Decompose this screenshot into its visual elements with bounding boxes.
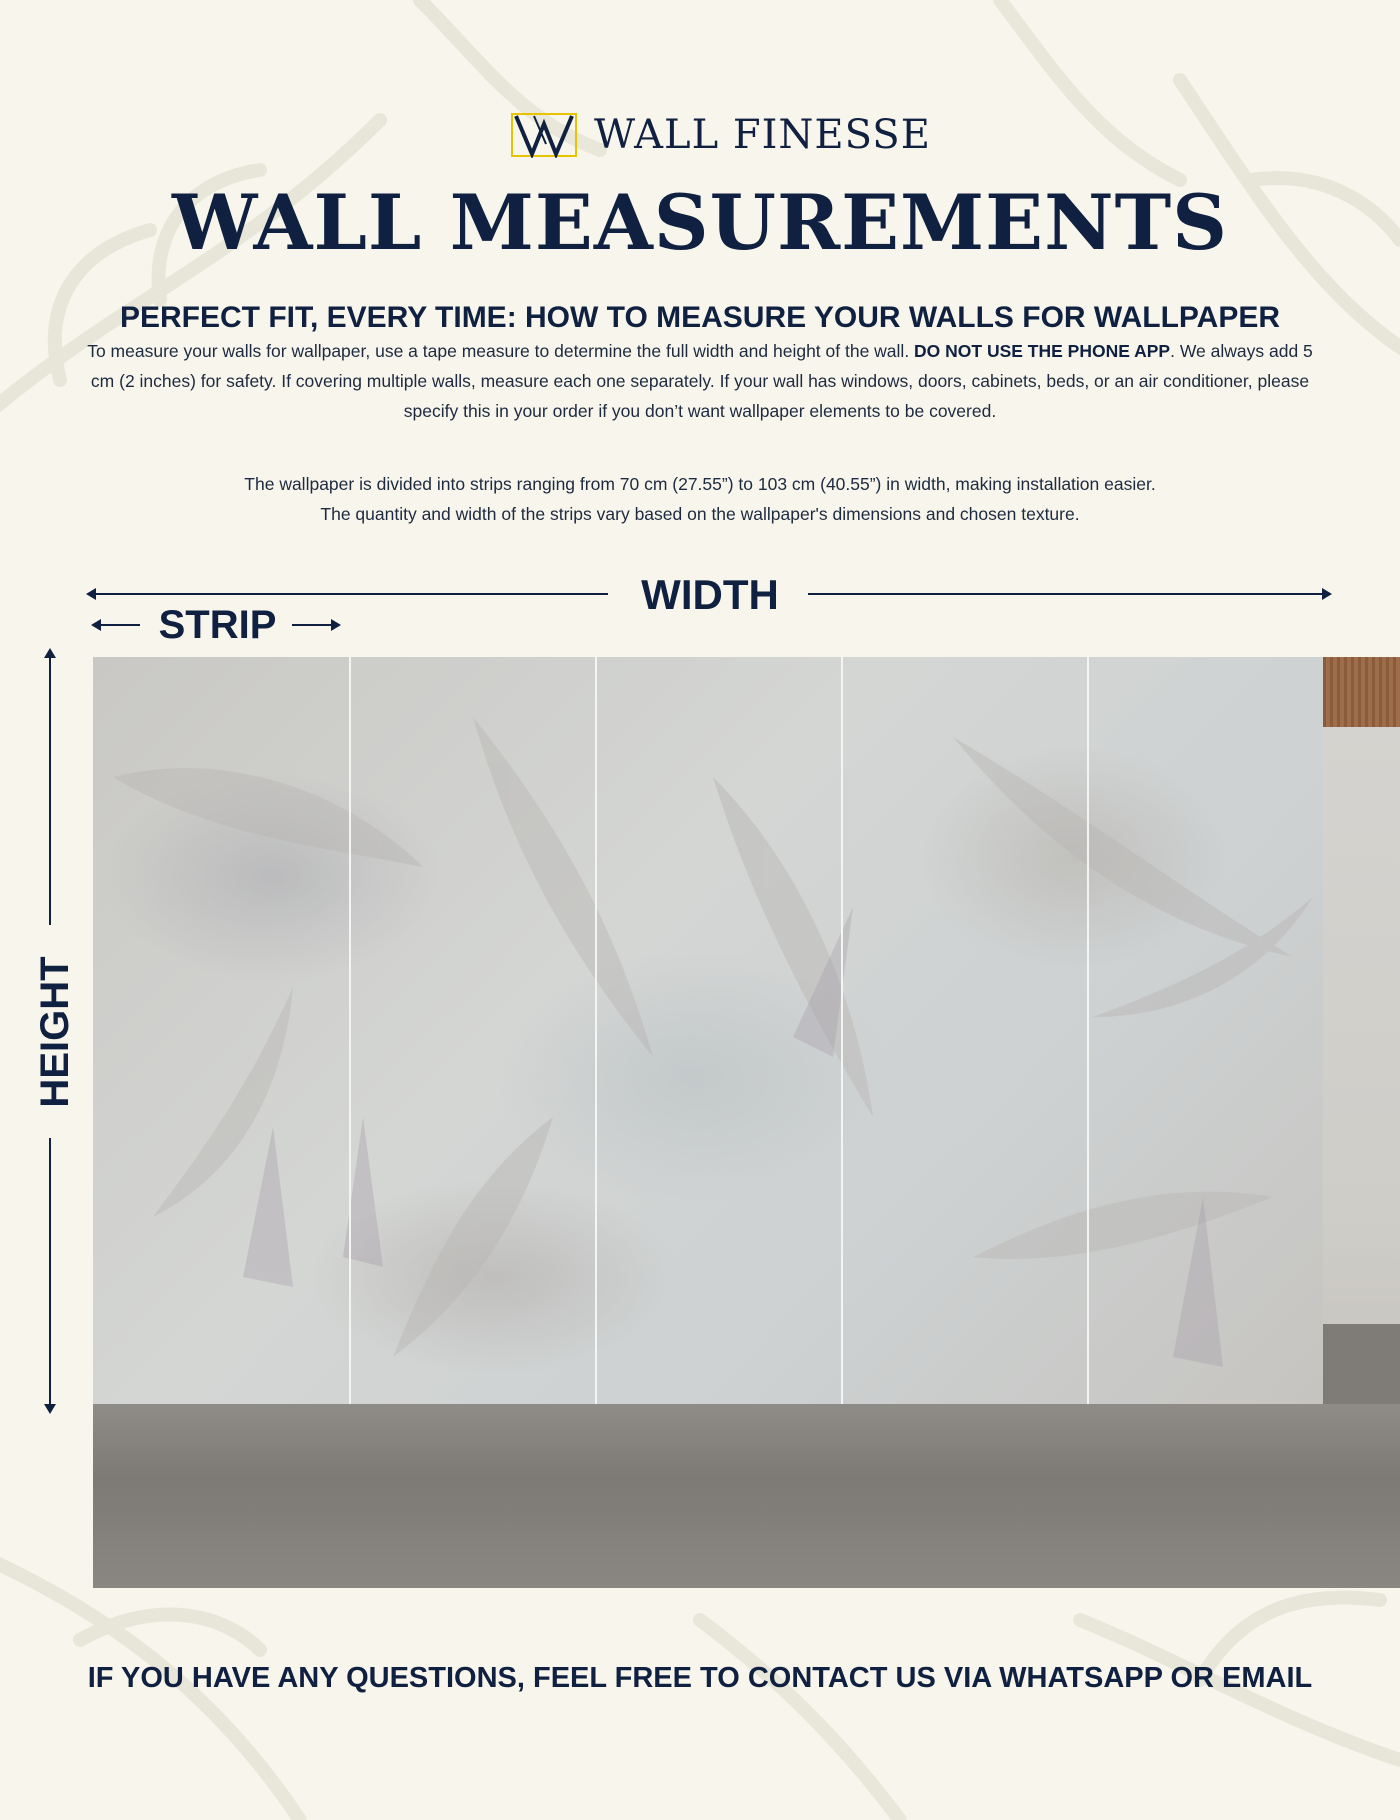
arrow-up-icon	[44, 648, 56, 658]
arrow-right-icon	[1322, 588, 1332, 600]
height-arrow-top	[49, 650, 51, 925]
brand-name: WALL FINESSE	[594, 112, 931, 158]
height-label: HEIGHT	[33, 956, 77, 1108]
intro-text-2: . We always add 5 cm (2 inches) for safety. If covering multiple walls, measure each one separately. If your wall has windows, doors, cabinets, beds, or an air conditioner, please specify this in your order if you don’t want wallpaper elements to be covered.	[90, 341, 1313, 421]
arrow-right-icon	[331, 619, 341, 631]
strips-note-line-1: The wallpaper is divided into strips ranging from 70 cm (27.55”) to 103 cm (40.55”) in width, making installation easier.	[244, 474, 1156, 494]
arrow-left-icon	[91, 619, 101, 631]
width-label: WIDTH	[641, 571, 779, 618]
intro-warning: DO NOT USE THE PHONE APP	[914, 341, 1171, 361]
arrow-down-icon	[44, 1404, 56, 1414]
brand-logo	[510, 108, 931, 160]
strip-arrow-right	[292, 624, 339, 626]
contact-footer: IF YOU HAVE ANY QUESTIONS, FEEL FREE TO CONTACT US VIA WHATSAPP OR EMAIL	[87, 1662, 1313, 1694]
width-arrow-right	[808, 593, 1330, 595]
strip-seam	[595, 657, 597, 1404]
arrow-left-icon	[86, 588, 96, 600]
strip-label: STRIP	[158, 603, 277, 647]
room-wallpaper-image	[93, 657, 1400, 1588]
wood-trim	[1323, 657, 1400, 727]
wf-monogram-icon	[510, 110, 580, 158]
intro-text-1: To measure your walls for wallpaper, use a tape measure to determine the full width and height of the wall.	[87, 341, 915, 361]
strip-seam	[349, 657, 351, 1404]
palm-leaf-pattern	[93, 657, 1323, 1404]
floor-corner	[1323, 1324, 1400, 1404]
strip-seam	[1087, 657, 1089, 1404]
strips-note-line-2: The quantity and width of the strips vary based on the wallpaper's dimensions and chosen texture.	[320, 504, 1080, 524]
page-title: WALL MEASUREMENTS	[171, 178, 1229, 267]
height-arrow-bottom	[49, 1138, 51, 1412]
page-subtitle: PERFECT FIT, EVERY TIME: HOW TO MEASURE YOUR WALLS FOR WALLPAPER	[119, 301, 1281, 334]
intro-paragraph	[80, 336, 1320, 426]
strip-seam	[841, 657, 843, 1404]
width-arrow-left	[88, 593, 608, 595]
concrete-floor	[93, 1404, 1400, 1588]
wallpaper-wall	[93, 657, 1323, 1404]
strips-note	[80, 469, 1320, 529]
strip-arrow-left	[93, 624, 140, 626]
